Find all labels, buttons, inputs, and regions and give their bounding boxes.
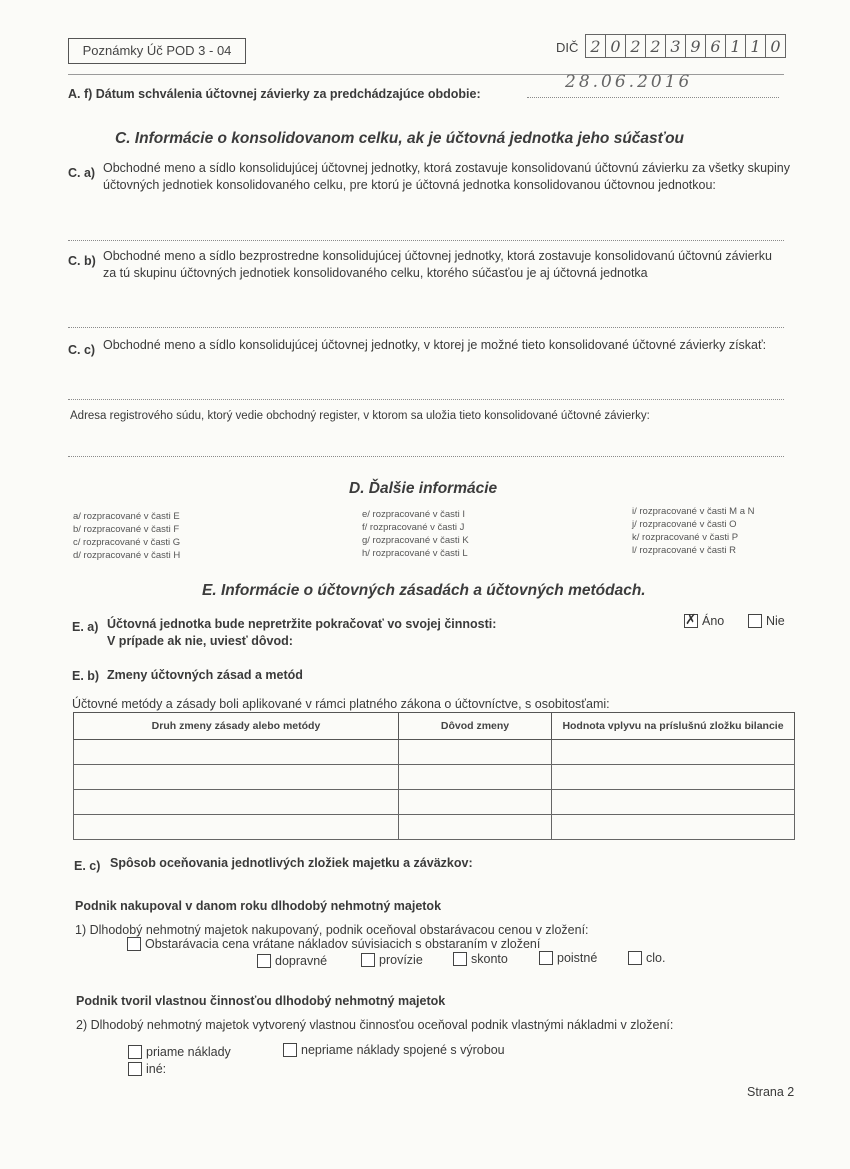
dic-label: DIČ [556,40,579,55]
table-cell[interactable] [74,815,399,840]
customs-checkbox[interactable] [628,951,642,965]
table-cell[interactable] [74,790,399,815]
p2-direct-option[interactable] [128,1045,231,1059]
dic-number [585,34,785,58]
d-column-2 [362,508,469,560]
dic-digit: 0 [605,34,626,58]
ec-text: Spôsob oceňovania jednotlivých zložiek majetku a záväzkov: [110,856,473,870]
af-date-value[interactable]: 28.06.2016 [565,72,693,92]
ec-prefix: E. c) [74,859,101,873]
p1-opt-transport[interactable] [257,954,327,968]
section-c-title: C. Informácie o konsolidovanom celku, ak je účtovná jednotka jeho súčasťou [115,130,685,147]
table-cell[interactable] [399,740,552,765]
p1-opt-customs[interactable] [628,951,665,965]
other-checkbox[interactable] [128,1062,142,1076]
d-item: g/ rozpracované v časti K [362,535,469,546]
table-row[interactable] [74,740,795,765]
dic-digit: 2 [585,34,606,58]
opt-label: provízie [379,953,423,967]
d-item: k/ rozpracované v časti P [632,532,739,543]
dic-digit: 6 [705,34,726,58]
dic-digit: 2 [625,34,646,58]
no-checkbox[interactable] [748,614,762,628]
ea-prefix: E. a) [72,620,99,634]
af-label: A. f) Dátum schválenia účtovnej závierky za predchádzajúce obdobie: [68,87,481,101]
opt-label: clo. [646,951,666,965]
table-header: Druh zmeny zásady alebo metódy [74,713,399,740]
d-item: c/ rozpracované v časti G [73,537,181,548]
eb-prefix: E. b) [72,669,100,683]
cb-text: Obchodné meno a sídlo bezprostredne konsolidujúcej účtovnej jednotky, ktorá zostavuje konsolidovanú účtovnú závierku za tú skupinu účtovných jednotiek konsolidovaného celku, ktorého súčasťou je aj účtovná jednotka [103,249,772,280]
cost-checkbox[interactable] [127,937,141,951]
cb-prefix: C. b) [68,254,96,268]
d-item: f/ rozpracované v časti J [362,522,465,533]
table-row[interactable] [74,790,795,815]
discount-checkbox[interactable] [453,952,467,966]
dic-digit: 1 [745,34,766,58]
cost-label: Obstarávacia cena vrátane nákladov súvisiacich s obstaraním v zložení [145,937,541,951]
d-column-1 [73,510,180,562]
d-column-3 [632,505,755,557]
d-item: h/ rozpracované v časti L [362,548,468,559]
direct-costs-checkbox[interactable] [128,1045,142,1059]
cc-answer-line[interactable] [68,399,784,400]
dic-digit: 0 [765,34,786,58]
indirect-costs-label: nepriame náklady spojené s výrobou [301,1043,505,1057]
ca-answer-line[interactable] [68,240,784,241]
dic-digit: 3 [665,34,686,58]
yes-checkbox[interactable] [684,614,698,628]
table-cell[interactable] [552,765,795,790]
p1-heading: Podnik nakupoval v danom roku dlhodobý nehmotný majetok [75,899,442,913]
table-cell[interactable] [552,790,795,815]
p2-text: 2) Dlhodobý nehmotný majetok vytvorený vlastnou činnosťou oceňoval podnik vlastnými nákladmi v zložení: [76,1018,674,1032]
table-row[interactable] [74,765,795,790]
table-cell[interactable] [74,740,399,765]
d-item: a/ rozpracované v časti E [73,511,180,522]
p1-text: 1) Dlhodobý nehmotný majetok nakupovaný, podnik oceňoval obstarávacou cenou v zložení: [75,923,589,937]
table-header: Hodnota vplyvu na príslušnú zložku bilancie [552,713,795,740]
p1-cost-option[interactable] [127,937,540,951]
table-row[interactable] [74,815,795,840]
p1-opt-commission[interactable] [361,953,423,967]
table-cell[interactable] [399,765,552,790]
commission-checkbox[interactable] [361,953,375,967]
registry-text: Adresa registrového súdu, ktorý vedie obchodný register, v ktorom sa uložia tieto konsolidované účtovné závierky: [70,410,650,422]
p2-indirect-option[interactable] [283,1043,505,1057]
table-cell[interactable] [74,765,399,790]
table-cell[interactable] [399,790,552,815]
changes-table [73,712,795,840]
ea-text: Účtovná jednotka bude nepretržite pokračovať vo svojej činnosti: [107,617,497,631]
no-label: Nie [766,614,785,628]
d-item: i/ rozpracované v časti M a N [632,506,755,517]
opt-label: dopravné [275,954,328,968]
d-item: j/ rozpracované v časti O [632,519,737,530]
ea-sub-text: V prípade ak nie, uviesť dôvod: [107,634,293,648]
cb-answer-line[interactable] [68,327,784,328]
direct-costs-label: priame náklady [146,1045,231,1059]
d-item: e/ rozpracované v časti I [362,509,465,520]
ea-yes-option[interactable] [684,614,724,628]
eb-text: Zmeny účtovných zásad a metód [107,668,303,682]
ca-prefix: C. a) [68,166,96,180]
eb-intro: Účtovné metódy a zásady boli aplikované v rámci platného zákona o účtovníctve, s osobitosťami: [72,697,610,711]
opt-label: poistné [557,951,598,965]
d-item: b/ rozpracované v časti F [73,524,180,535]
section-e-title: E. Informácie o účtovných zásadách a účtovných metódach. [202,582,646,599]
registry-answer-line[interactable] [68,456,784,457]
dic-digit: 1 [725,34,746,58]
p2-other-option[interactable] [128,1062,166,1076]
form-code-box: Poznámky Úč POD 3 - 04 [68,38,246,64]
other-label: iné: [146,1062,167,1076]
ca-text: Obchodné meno a sídlo konsolidujúcej účtovnej jednotky, ktorá zostavuje konsolidovanú účtovnú závierku za všetky skupiny účtovných jednotiek konsolidovaného celku, pre ktorú je účtovná jednotka konsolidovanou účtovnou jednotkou: [103,161,790,192]
table-cell[interactable] [552,815,795,840]
table-header-row [74,713,795,740]
yes-label: Áno [702,614,725,628]
table-cell[interactable] [552,740,795,765]
table-header: Dôvod zmeny [399,713,552,740]
indirect-costs-checkbox[interactable] [283,1043,297,1057]
p1-opt-discount[interactable] [453,952,508,966]
p2-heading: Podnik tvoril vlastnou činnosťou dlhodobý nehmotný majetok [76,994,446,1008]
d-item: d/ rozpracované v časti H [73,550,181,561]
p1-opt-insurance[interactable] [539,951,597,965]
insurance-checkbox[interactable] [539,951,553,965]
af-dotted-line [527,97,779,98]
opt-label: skonto [471,952,508,966]
dic-digit: 9 [685,34,706,58]
section-d-title: D. Ďalšie informácie [349,480,498,497]
d-item: l/ rozpracované v časti R [632,545,737,556]
page-number: Strana 2 [747,1085,795,1099]
transport-checkbox[interactable] [257,954,271,968]
cc-text: Obchodné meno a sídlo konsolidujúcej účtovnej jednotky, v ktorej je možné tieto konsolidované účtovné závierky získať: [103,338,767,352]
ea-no-option[interactable] [748,614,785,628]
cc-prefix: C. c) [68,343,96,357]
table-cell[interactable] [399,815,552,840]
dic-digit: 2 [645,34,666,58]
